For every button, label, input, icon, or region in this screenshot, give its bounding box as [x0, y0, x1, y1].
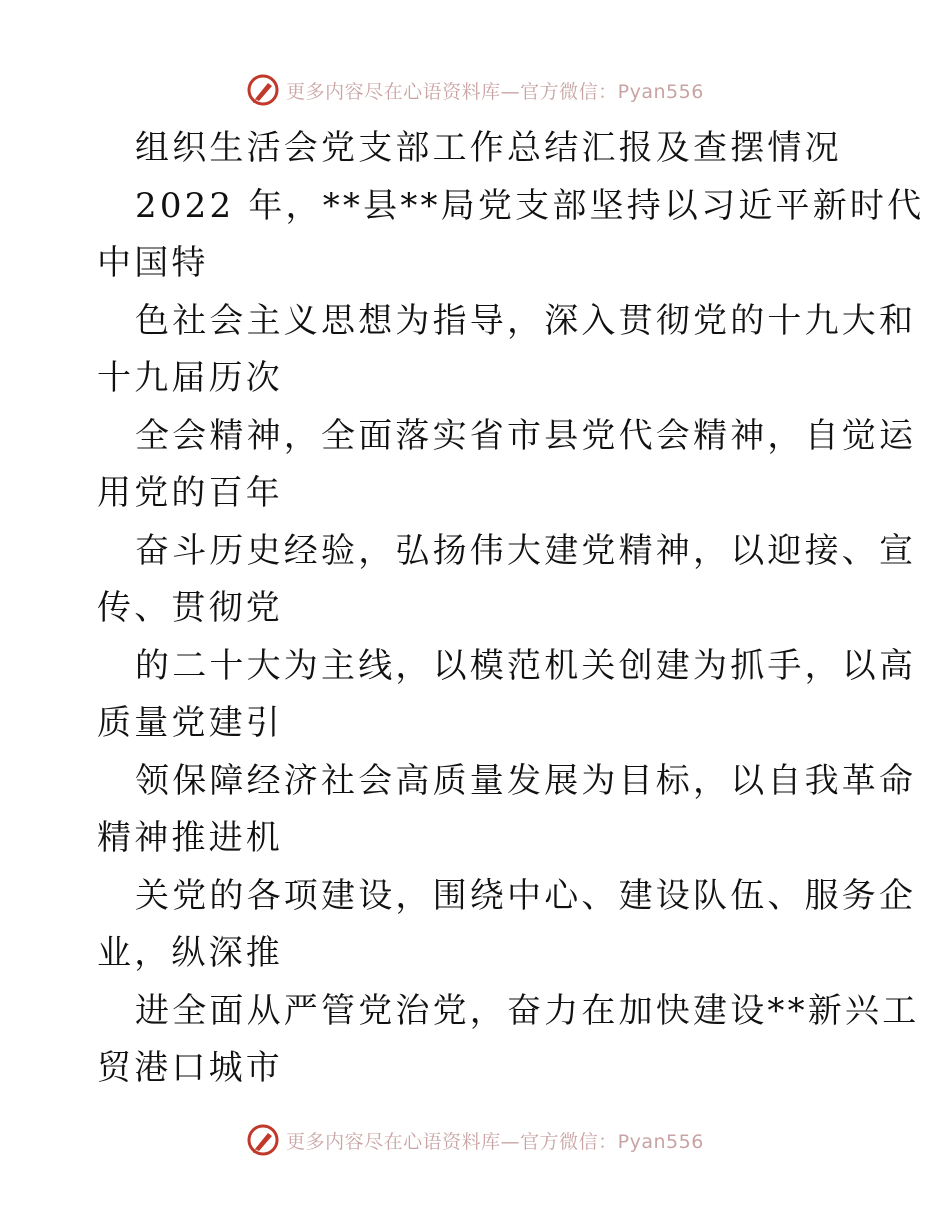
text-line: 精神推进机	[97, 818, 283, 858]
text-line: 领保障经济社会高质量发展为目标，以自我革命	[135, 760, 917, 801]
text-line: 十九届历次	[97, 358, 283, 398]
text-line: 全会精神，全面落实省市县党代会精神，自觉运	[135, 415, 917, 456]
text-line: 的二十大为主线，以模范机关创建为抓手，以高	[135, 645, 917, 686]
text-line: 中国特	[97, 243, 209, 283]
watermark-group	[246, 73, 704, 107]
text-line: 用党的百年	[97, 473, 283, 513]
pen-logo-icon	[246, 73, 280, 107]
watermark-text: 更多内容尽在心语资料库—官方微信：Pyan556	[286, 80, 704, 103]
text-line: 传、贯彻党	[97, 588, 283, 628]
text-line: 色社会主义思想为指导，深入贯彻党的十九大和	[135, 300, 917, 341]
text-line: 关党的各项建设，围绕中心、建设队伍、服务企	[135, 875, 917, 916]
text-line: 业，纵深推	[97, 933, 283, 973]
text-line: 进全面从严管党治党，奋力在加快建设**新兴工	[135, 990, 920, 1031]
pen-logo-icon	[246, 1123, 280, 1157]
watermark-group	[246, 1123, 704, 1157]
text-line: 2022 年，**县**局党支部坚持以习近平新时代	[135, 185, 925, 226]
watermark-text: 更多内容尽在心语资料库—官方微信：Pyan556	[286, 1130, 704, 1153]
text-line: 贸港口城市	[97, 1048, 283, 1088]
watermark-header	[0, 70, 950, 110]
text-line: 组织生活会党支部工作总结汇报及查摆情况	[135, 128, 842, 168]
document-body	[97, 120, 925, 1098]
text-line: 奋斗历史经验，弘扬伟大建党精神，以迎接、宣	[135, 530, 917, 571]
watermark-footer	[0, 1120, 950, 1160]
text-line: 质量党建引	[97, 703, 283, 743]
